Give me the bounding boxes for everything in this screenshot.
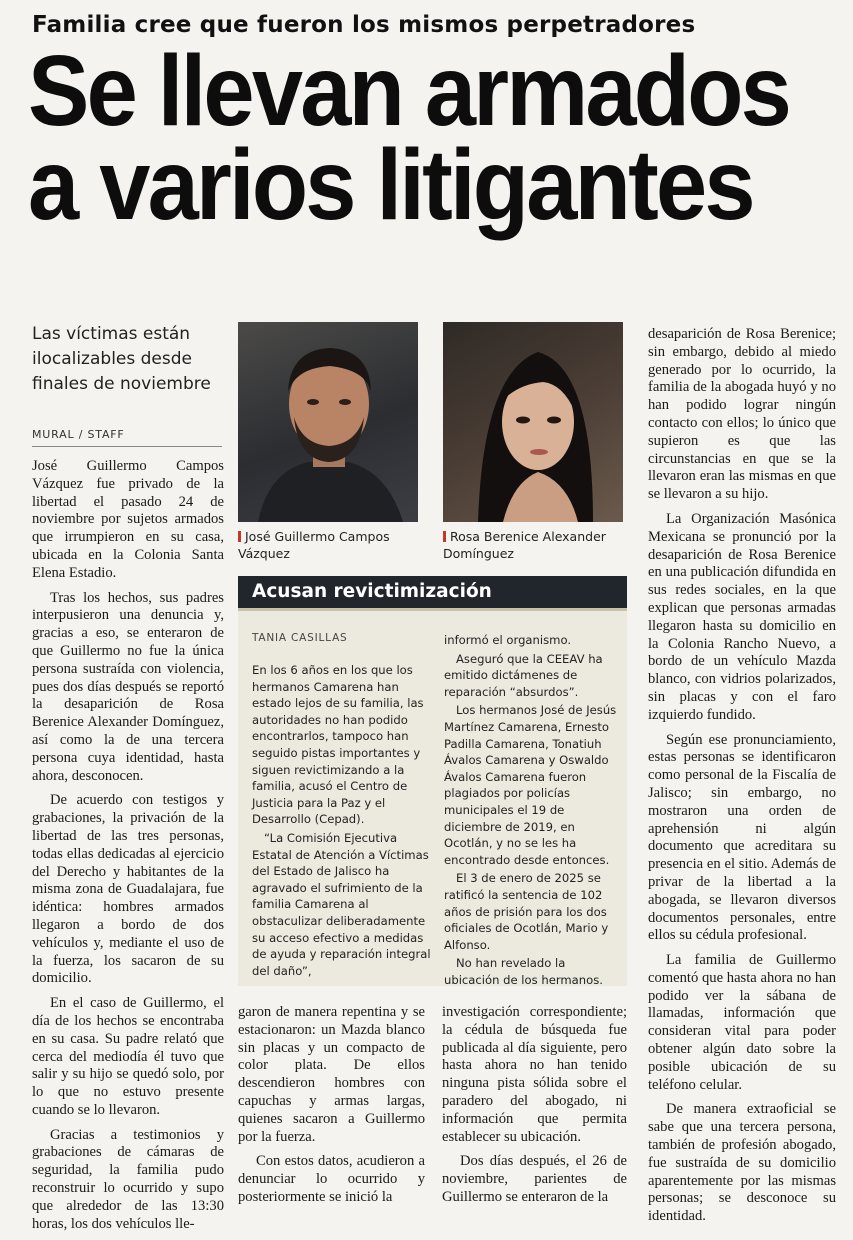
paragraph: Gracias a testimonios y grabaciones de cámaras de seguridad, la familia pudo reconstruir lo ocurrido y supo que alrededor de las 13:30 horas, los dos vehículos lle- [32,1126,224,1232]
paragraph: En los 6 años en los que los hermanos Camarena han estado lejos de su familia, las autoridades no han podido encontrarlos, tampoco han seguido pistas importantes y siguen revictimizando a la familia, acusó el Centro de Justicia para la Paz y el Desarrollo (Cepad). [252,663,424,827]
portrait-woman-image [443,322,623,522]
paragraph: Aseguró que la CEEAV ha emitido dictámenes de reparación “absurdos”. [444,651,603,699]
byline-rule [32,446,222,447]
paragraph: Según ese pronunciamiento, estas personas se identificaron como personal de la Fiscalía de Jalisco; sin embargo, no mostraron una orden de aprehensión ni algún documento que acreditara su presencia en el sitio. Además de privar de la libertad a la abogada, se llevaron diversos documentos personales, entre ellos su cédula profesional. [648,731,836,944]
paragraph: De acuerdo con testigos y grabaciones, la privación de la libertad de las tres personas, todas ellas dedicadas al ejercicio del Derecho y habitantes de la misma zona de Guadalajara, fue idéntica: hombres armados llegaron a bordo de dos vehículos y, mediante el uso de la fuerza, los sacaron de su domicilio. [32,792,224,987]
photo-jose-guillermo [238,322,418,522]
headline-line-2: a varios litigantes [28,129,753,241]
photo-rosa-berenice [443,322,623,522]
sidebar-byline: TANIA CASILLAS [252,632,348,644]
photo-caption-1 [238,528,418,562]
paragraph: Con estos datos, acudieron a denunciar lo ocurrido y posteriormente se inició la [238,1153,425,1205]
paragraph: La familia de Guillermo comentó que hasta ahora no han podido ver la sábana de llamadas, información que consideran vital para poder obtener algún dato sobre la posible ubicación de su teléfono celular. [648,952,836,1093]
paragraph: No han revelado la ubicación de los hermanos. [444,956,603,987]
sidebar-box [238,576,627,986]
paragraph: El 3 de enero de 2025 se ratificó la sentencia de 102 años de prisión para los dos oficiales de Ocotlán, Mario y Alfonso. [444,871,609,952]
portrait-man-image [238,322,418,522]
sidebar-column-2 [444,632,618,990]
sidebar-rule [238,608,627,611]
headline [28,35,790,241]
photo-caption-2 [443,528,623,562]
paragraph: “La Comisión Ejecutiva Estatal de Atención a Víctimas del Estado de Jalisco ha agravado el sufrimiento de la familia Camarena al obstaculizar deliberadamente su acceso efectivo a medidas de ayuda y reparación integral del daño”, [252,830,431,978]
paragraph: garon de manera repentina y se estacionaron: un Mazda blanco sin placas y un compacto de color plata. De ellos descendieron hombres con capuchas y armas largas, quienes sacaron a Guillermo por la fuerza. [238,1004,425,1145]
paragraph: José Guillermo Campos Vázquez fue privado de la libertad el pasado 24 de noviembre por sujetos armados que irrumpieron en su casa, ubicada en la Colonia Santa Elena Estadio. [32,458,224,581]
paragraph: Los hermanos José de Jesús Martínez Camarena, Ernesto Padilla Camarena, Tonatiuh Ávalos Camarena y Oswaldo Ávalos Camarena fueron plagiados por policías municipales el 19 de diciembre de 2019, en Ocotlán, y no se les ha encontrado desde entonces. [444,703,617,867]
caption-text: Rosa Berenice Alexander Domínguez [443,529,606,561]
caption-text: José Guillermo Campos Vázquez [238,529,390,561]
sidebar-title: Acusan revictimización [238,576,627,608]
article-column-4 [648,326,836,1233]
paragraph: Tras los hechos, sus padres interpusieron una denuncia y, gracias a eso, se enteraron de que Guillermo no fue la única persona sustraída con violencia, pues dos días después se reportó la desaparición de Rosa Berenice Alexander Domínguez, así como la de una tercera persona cuya identidad, hasta ahora, desconocen. [32,589,224,784]
paragraph: desaparición de Rosa Berenice; sin embargo, debido al miedo generado por lo ocurrido, la familia de la abogada huyó y no han podido lograr ningún contacto con ellos; lo único que supieron es que las circunstancias en que se la llevaron eran las mismas en que se llevaron a su hijo. [648,326,836,503]
headline-line-1: Se llevan armados [28,35,790,147]
article-column-1 [32,458,224,1240]
paragraph: De manera extraoficial se sabe que una tercera persona, también de profesión abogado, fue sustraída de su domicilio aparentemente por las mismas personas; se desconoce su identidad. [648,1101,836,1225]
sidebar-column-1 [252,662,432,981]
paragraph: La Organización Masónica Mexicana se pronunció por la desaparición de Rosa Berenice en una publicación difundida en sus redes sociales, en la que explican que personas armadas llegaron hasta su domicilio en la Colonia Rancho Nuevo, a bordo de un vehículo Mazda blanco, con vidrios polarizados, sin placas y con el faro izquierdo fundido. [648,510,836,723]
caption-marker [238,531,241,542]
article-column-2 [238,1004,425,1214]
paragraph: investigación correspondiente; la cédula de búsqueda fue publicada al día siguiente, pero hasta ahora no han tenido ninguna pista sólida sobre el paradero del abogado, ni información que permita establecer su ubicación. [442,1004,627,1145]
article-column-3 [442,1004,627,1214]
paragraph: En el caso de Guillermo, el día de los hechos se encontraba en su casa. Su padre relató que cerca del mediodía él tuvo que salir y su hijo se quedó solo, por lo que no estuvo presente cuando se lo llevaron. [32,995,224,1118]
deck: Las víctimas están ilocalizables desde finales de noviembre [32,324,211,394]
paragraph: informó el organismo. [444,633,572,647]
kicker: Familia cree que fueron los mismos perpetradores [32,12,696,38]
byline: MURAL / STAFF [32,428,125,441]
paragraph: Dos días después, el 26 de noviembre, parientes de Guillermo se enteraron de la [442,1153,627,1205]
caption-marker [443,531,446,542]
